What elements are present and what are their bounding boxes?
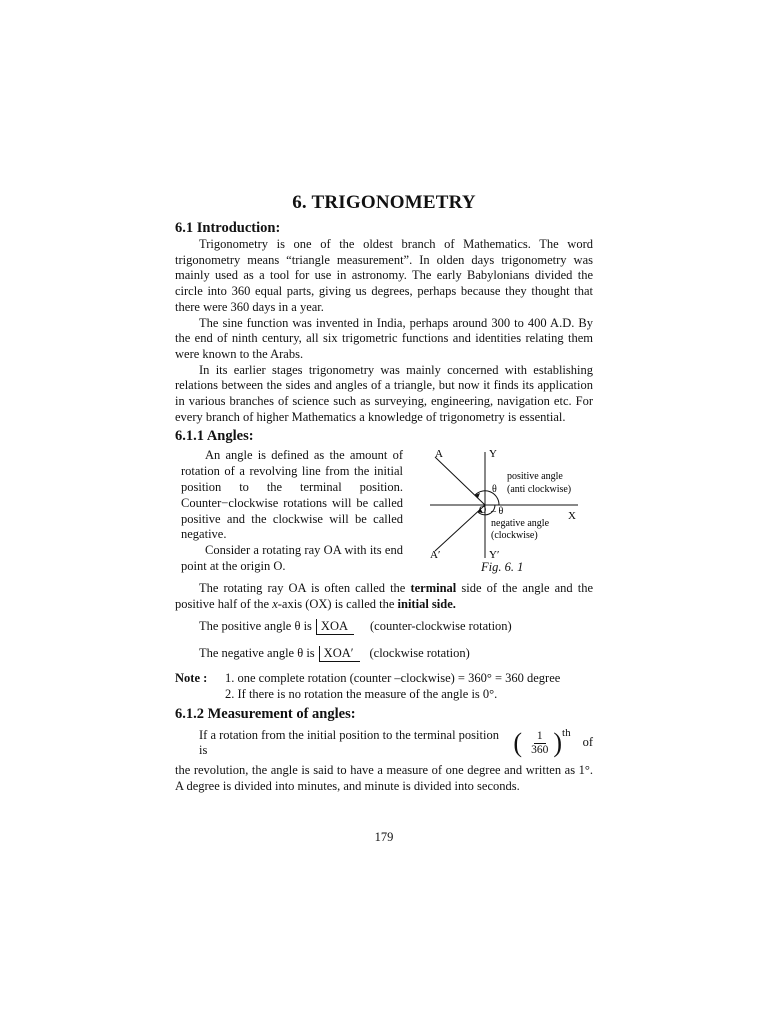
fraction-numerator: 1 xyxy=(534,730,546,744)
negative-angle-suffix: (clockwise rotation) xyxy=(369,645,470,660)
positive-angle-suffix: (counter-clockwise rotation) xyxy=(370,618,512,633)
note-item-2: 2. If there is no rotation the measure of the angle is 0°. xyxy=(225,686,498,701)
angles-heading: 6.1.1 Angles: xyxy=(175,428,254,445)
angle-figure xyxy=(425,446,595,578)
initial-side-word: initial side. xyxy=(397,597,456,612)
negative-angle-line xyxy=(175,643,593,665)
angles-text xyxy=(181,448,403,574)
label-a: A xyxy=(435,448,443,461)
note-label: Note : xyxy=(175,670,208,685)
label-positive-line1: positive angle xyxy=(507,471,563,483)
positive-angle-symbol: XOA xyxy=(316,619,354,635)
measurement-suffix: of xyxy=(582,735,593,750)
superscript-th: th xyxy=(562,727,571,740)
intro-paragraph-1: Trigonometry is one of the oldest branch of Mathematics. The word trigonometry means “triangle measurement”. In olden days trigonometry was mainly used as a tool for use in astronomy. The early Babylonians divided the circle into 360 equal parts, giving us degrees, perhaps because they thought that there were 360 days in a year. xyxy=(175,237,593,314)
negative-angle-symbol: XOA′ xyxy=(319,646,360,662)
label-neg-theta: – θ xyxy=(491,506,504,518)
measurement-continuation: the revolution, the angle is said to have a measure of one degree and written as 1°. A degree is divided into minutes, and minute is divided into seconds. xyxy=(175,763,593,793)
rotating-text-2: side of the angle and the positive half of the xyxy=(175,581,593,612)
angles-definition: An angle is defined as the amount of rotation of a revolving line from the initial position to the terminal position. Counter−clockwise rotations will be called positive and the clockwise will be called negative. xyxy=(181,448,403,542)
chapter-title: 6. TRIGONOMETRY xyxy=(292,192,476,213)
rotating-text-3: -axis (OX) is called the xyxy=(277,597,398,612)
fraction xyxy=(528,730,551,757)
measurement-prefix: If a rotation from the initial position to the terminal position is xyxy=(199,727,499,758)
measurement-line xyxy=(175,725,593,761)
ray-oa xyxy=(435,457,485,505)
x-word: x xyxy=(272,597,278,612)
note-block xyxy=(175,671,593,702)
figure-caption: Fig. 6. 1 xyxy=(481,560,524,575)
measurement-heading: 6.1.2 Measurement of angles: xyxy=(175,706,356,723)
label-x: X xyxy=(568,510,576,523)
label-y: Y xyxy=(489,448,497,461)
negative-angle-prefix: The negative angle θ is xyxy=(199,645,315,660)
intro-paragraph-2: The sine function was invented in India, perhaps around 300 to 400 A.D. By the end of ninth century, all six trigometric functions and identities relating them were known to the Arabs. xyxy=(175,315,593,361)
label-negative-line2: (clockwise) xyxy=(491,530,538,542)
label-positive-line2: (anti clockwise) xyxy=(507,484,572,496)
rotating-text-1: The rotating ray OA is often called the xyxy=(199,581,411,596)
fraction-denominator: 360 xyxy=(531,743,549,756)
label-theta: θ xyxy=(492,484,497,496)
rotating-ray-paragraph xyxy=(175,581,593,612)
note-items xyxy=(225,671,560,702)
label-o: O xyxy=(479,505,487,517)
angles-ray-paragraph: Consider a rotating ray OA with its end point at the origin O. xyxy=(181,543,403,574)
label-negative-line1: negative angle xyxy=(491,518,550,530)
positive-angle-prefix: The positive angle θ is xyxy=(199,618,312,633)
page-body xyxy=(175,219,593,795)
label-y-prime: Y′ xyxy=(489,549,500,562)
right-paren: ) xyxy=(553,727,563,758)
note-item-1: 1. one complete rotation (counter –clockwise) = 360° = 360 degree xyxy=(225,670,561,685)
page-number: 179 xyxy=(374,830,394,844)
label-a-prime: A′ xyxy=(430,549,441,562)
positive-angle-line xyxy=(175,616,593,638)
angles-section xyxy=(175,446,593,578)
intro-heading: 6.1 Introduction: xyxy=(175,220,281,236)
left-paren: ( xyxy=(513,727,523,758)
intro-paragraph-3: In its earlier stages trigonometry was mainly concerned with establishing relations between the sides and angles of a triangle, but now it finds its application in various branches of science such as surveying, engineering, navigation etc. For every branch of higher Mathematics a knowledge of trigonometry is essential. xyxy=(175,362,593,424)
terminal-word: terminal xyxy=(410,581,457,596)
ray-oa-prime xyxy=(435,505,485,551)
